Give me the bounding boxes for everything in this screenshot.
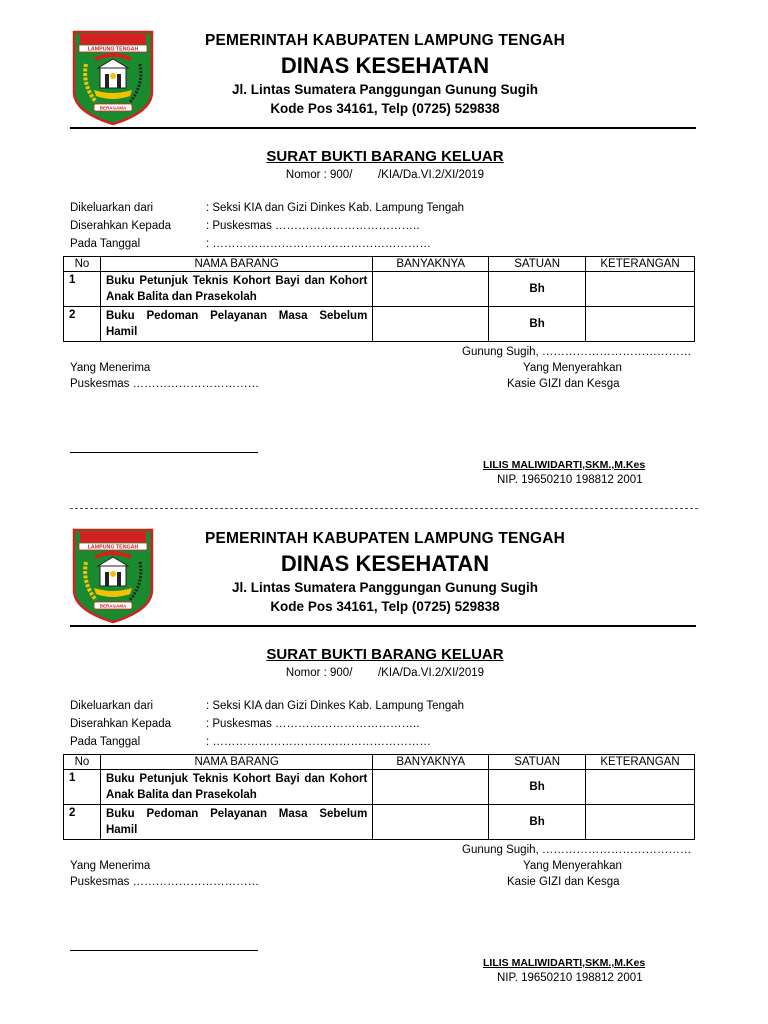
col-header-no: No [64,257,101,272]
table-row [64,770,695,805]
col-header-no: No [64,755,101,770]
agency-name: DINAS KESEHATAN [280,53,490,78]
cell-nama: Buku Petunjuk Teknis Kohort Bayi dan Kohort Anak Balita dan Prasekolah [100,770,372,805]
cell-banyaknya [373,272,489,307]
col-header-nama: NAMA BARANG [100,755,372,770]
col-header-banyaknya: BANYAKNYA [373,257,489,272]
table-row [64,805,695,840]
document-title: SURAT BUKTI BARANG KELUAR [266,646,504,663]
agency-address: Jl. Lintas Sumatera Panggungan Gunung Sugih [231,580,539,595]
cell-banyaknya [373,805,489,840]
cell-keterangan [586,307,695,342]
cell-no: 1 [64,770,101,805]
giver-nip: NIP. 19650210 198812 2001 [497,474,643,486]
col-header-keterangan: KETERANGAN [586,755,695,770]
receiver-signature-line [70,452,258,453]
lampung-tengah-emblem-icon [72,30,154,126]
cell-nama: Buku Pedoman Pelayanan Masa Sebelum Hamil [100,805,372,840]
agency-name: DINAS KESEHATAN [280,551,490,576]
info-tanggal [70,736,431,748]
receiver-title: Yang Menerima [70,362,151,374]
table-header-row [64,257,695,272]
giver-position: Kasie GIZI dan Kesga [507,876,620,888]
info-value: : Puskesmas ……………………………….. [206,718,420,730]
col-header-banyaknya: BANYAKNYA [373,755,489,770]
items-table [63,256,695,342]
info-diserahkan [70,718,419,730]
col-header-nama: NAMA BARANG [100,257,372,272]
cell-nama: Buku Pedoman Pelayanan Masa Sebelum Hamil [100,307,372,342]
form-2 [0,498,768,996]
info-tanggal [70,238,431,250]
info-value: : Seksi KIA dan Gizi Dinkes Kab. Lampung Tengah [206,700,465,712]
header-rule [70,625,696,627]
col-header-keterangan: KETERANGAN [586,257,695,272]
giver-title: Yang Menyerahkan [523,860,622,872]
document-number: Nomor : 900/ /KIA/Da.VI.2/XI/2019 [285,667,485,679]
cell-keterangan [586,805,695,840]
table-header-row [64,755,695,770]
agency-address: Jl. Lintas Sumatera Panggungan Gunung Sugih [231,82,539,97]
document-title: SURAT BUKTI BARANG KELUAR [266,148,504,165]
cell-satuan: Bh [489,272,586,307]
logo-text-bottom: BERAGAMA [99,603,127,609]
cell-satuan: Bh [489,805,586,840]
info-dikeluarkan [70,202,464,214]
receiver-org: Puskesmas …………………………… [70,378,260,390]
table-row [64,307,695,342]
info-label: Pada Tanggal [70,736,141,748]
info-label: Dikeluarkan dari [70,202,154,214]
info-value: : ………………………………………………… [206,238,431,250]
receiver-title: Yang Menerima [70,860,151,872]
col-header-satuan: SATUAN [489,257,586,272]
info-value: : Seksi KIA dan Gizi Dinkes Kab. Lampung Tengah [206,202,465,214]
agency-contact: Kode Pos 34161, Telp (0725) 529838 [270,101,500,116]
giver-title: Yang Menyerahkan [523,362,622,374]
giver-position: Kasie GIZI dan Kesga [507,378,620,390]
logo-text-top: LAMPUNG TENGAH [87,544,139,551]
giver-name: LILIS MALIWIDARTI,SKM.,M.Kes [483,957,646,969]
cell-no: 1 [64,272,101,307]
agency-contact: Kode Pos 34161, Telp (0725) 529838 [270,599,500,614]
header-rule [70,127,696,129]
cell-banyaknya [373,307,489,342]
info-label: Diserahkan Kepada [70,220,172,232]
cell-keterangan [586,770,695,805]
cell-satuan: Bh [489,307,586,342]
info-diserahkan [70,220,419,232]
cell-banyaknya [373,770,489,805]
cell-no: 2 [64,805,101,840]
lampung-tengah-emblem-icon [72,528,154,624]
info-value: : Puskesmas ……………………………….. [206,220,420,232]
gov-name: PEMERINTAH KABUPATEN LAMPUNG TENGAH [204,32,566,49]
logo-text-top: LAMPUNG TENGAH [87,46,139,53]
document-number: Nomor : 900/ /KIA/Da.VI.2/XI/2019 [285,169,485,181]
place-date: Gunung Sugih, ………………………………… [462,346,692,358]
items-table [63,754,695,840]
info-label: Pada Tanggal [70,238,141,250]
col-header-satuan: SATUAN [489,755,586,770]
info-label: Diserahkan Kepada [70,718,172,730]
cell-nama: Buku Petunjuk Teknis Kohort Bayi dan Kohort Anak Balita dan Prasekolah [100,272,372,307]
info-dikeluarkan [70,700,464,712]
place-date: Gunung Sugih, ………………………………… [462,844,692,856]
receiver-signature-line [70,950,258,951]
giver-name: LILIS MALIWIDARTI,SKM.,M.Kes [483,459,646,471]
gov-name: PEMERINTAH KABUPATEN LAMPUNG TENGAH [204,530,566,547]
cell-satuan: Bh [489,770,586,805]
form-1 [0,0,768,498]
table-row [64,272,695,307]
cell-no: 2 [64,307,101,342]
cell-keterangan [586,272,695,307]
logo-text-bottom: BERAGAMA [99,105,127,111]
giver-nip: NIP. 19650210 198812 2001 [497,972,643,984]
info-label: Dikeluarkan dari [70,700,154,712]
receiver-org: Puskesmas …………………………… [70,876,260,888]
info-value: : ………………………………………………… [206,736,431,748]
